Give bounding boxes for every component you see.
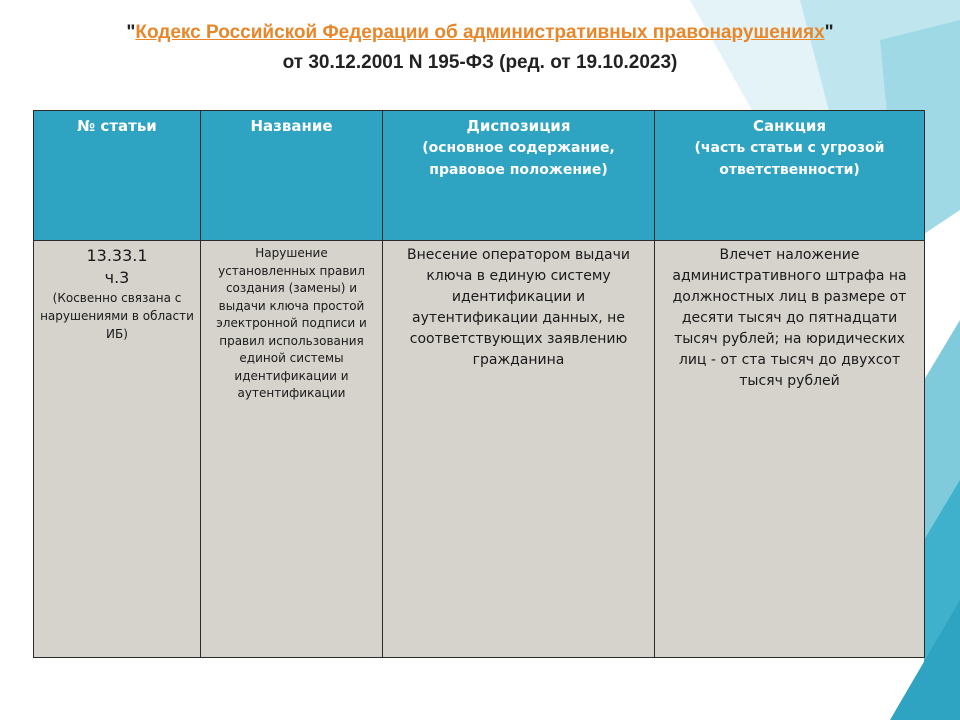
article-sanction: Влечет наложение административного штрафа на должностных лиц в размере от десяти тысяч до пятнадцати тысяч рублей; на юридических лиц - от ста тысяч до двухсот тысяч рублей [672,247,907,389]
quote-close: " [824,22,834,43]
quote-open: " [126,22,136,43]
header-name-label: Название [250,117,333,135]
article-part: ч.3 [104,268,130,287]
header-disposition-label: Диспозиция [466,117,571,135]
header-disposition [383,111,655,241]
header-sanction-sub: (часть статьи с угрозой ответственности) [694,140,885,178]
cell-sanction [655,241,925,658]
header-disposition-sub: (основное содержание, правовое положение) [422,140,615,178]
cell-name [201,241,383,658]
code-subtitle: от 30.12.2001 N 195-ФЗ (ред. от 19.10.2023) [282,52,678,73]
table-header-row [34,111,925,241]
article-name: Нарушение установленных правил создания (замены) и выдачи ключа простой электронной подписи и правил использования единой системы идентификации и аутентификации [216,246,367,400]
code-title [0,20,960,46]
title-block [0,20,960,76]
table-row [34,241,925,658]
law-table [33,110,925,658]
article-number: 13.33.1 [86,246,148,265]
article-note: (Косвенно связана с нарушениями в области ИБ) [40,291,194,341]
header-name [201,111,383,241]
article-disposition: Внесение оператором выдачи ключа в единую систему идентификации и аутентификации данных, не соответствующих заявлению гражданина [407,247,630,368]
code-link[interactable]: Кодекс Российской Федерации об административных правонарушениях [135,22,825,43]
cell-article [34,241,201,658]
cell-disposition [383,241,655,658]
header-sanction-label: Санкция [753,117,826,135]
header-article-number [34,111,201,241]
header-article-number-label: № статьи [77,117,157,135]
header-sanction [655,111,925,241]
